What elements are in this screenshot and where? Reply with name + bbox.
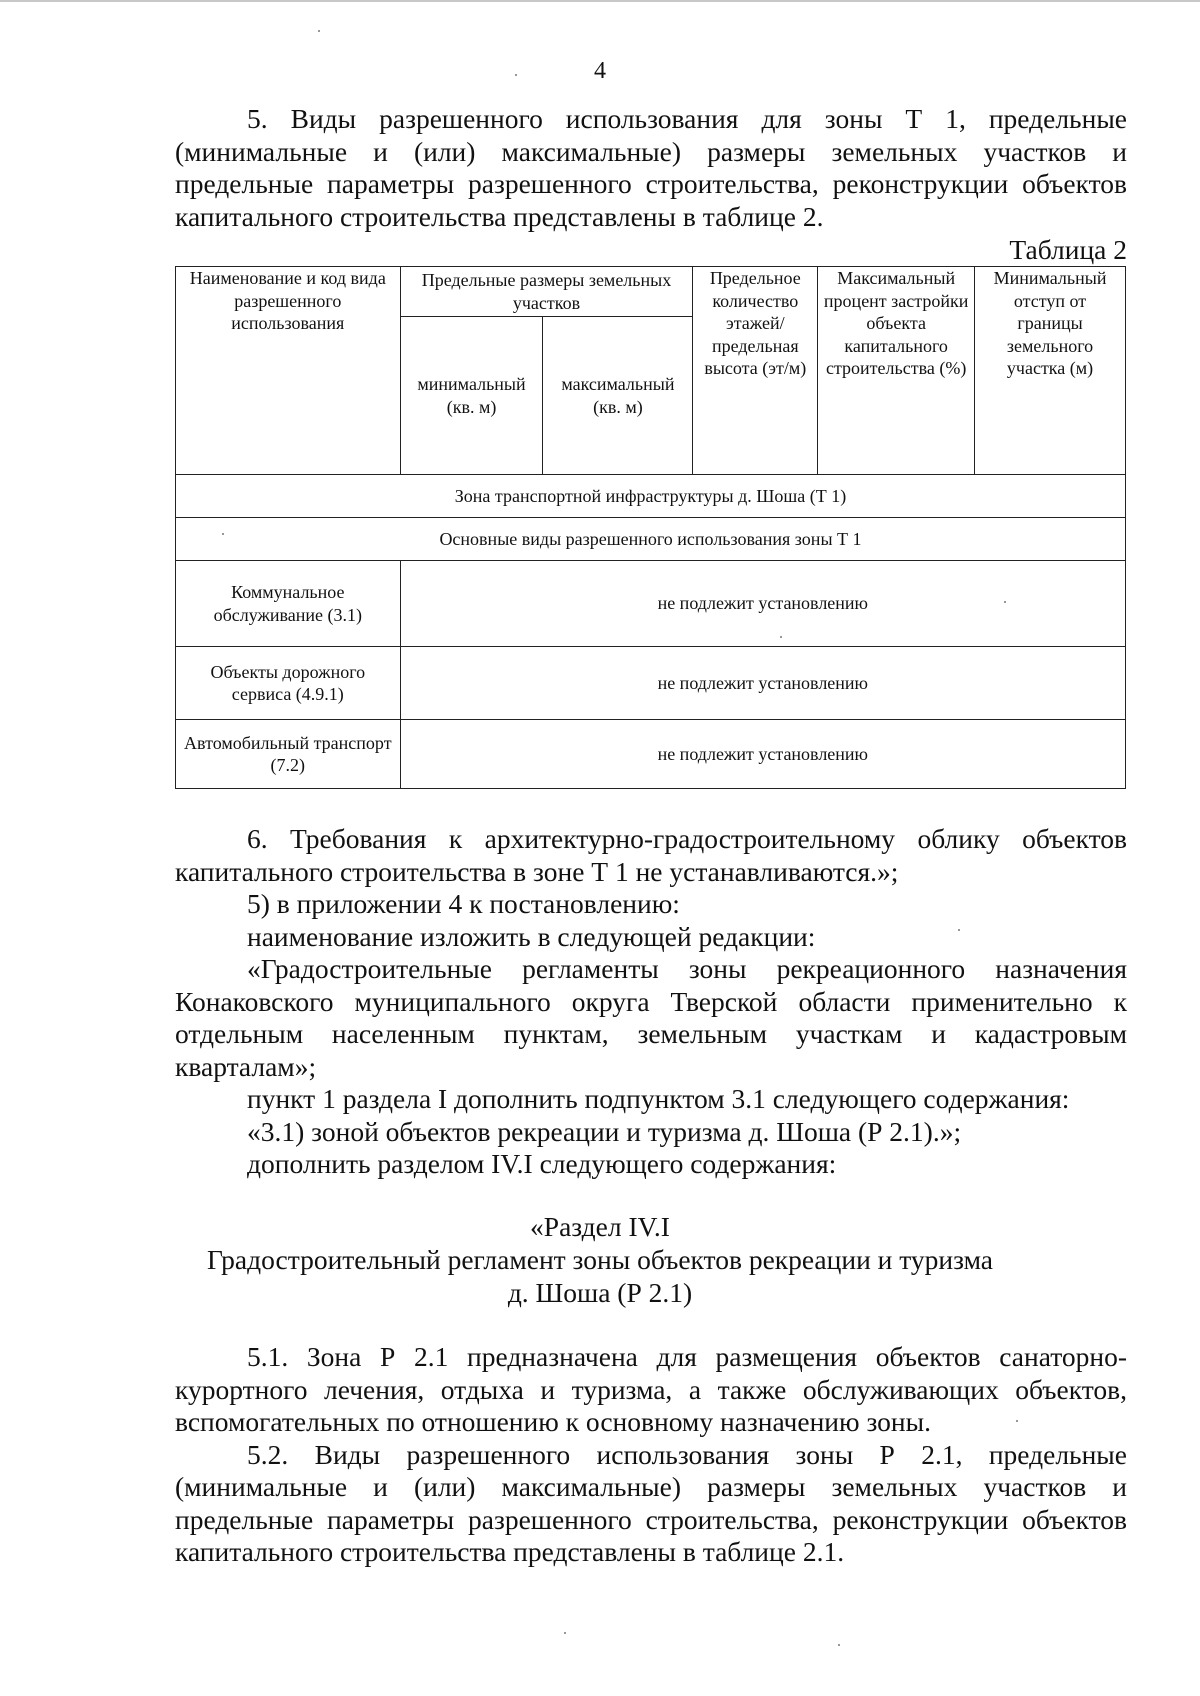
scan-speck	[780, 636, 782, 638]
row-name: Коммунальное обслуживание (3.1)	[176, 561, 401, 647]
name-instruction: наименование изложить в следующей редакции:	[247, 920, 816, 952]
scan-speck	[564, 1632, 566, 1634]
header-floors: Предельное количество этажей/ предельная высота (эт/м)	[693, 267, 818, 475]
table-row	[176, 647, 1126, 720]
header-percent: Максимальный процент застройки объекта капитального строительства (%)	[818, 267, 975, 475]
table-row	[176, 720, 1126, 789]
scan-speck	[1016, 1420, 1018, 1422]
scan-speck	[222, 533, 224, 535]
row-value: не подлежит установлению	[400, 647, 1125, 720]
paragraph-5: 5. Виды разрешенного использования для зоны Т 1, предельные (минимальные и (или) максимальные) размеры земельных участков и предельные параметры разрешенного строительства, реконструкции объектов капитального строительства представлены в таблице 2.	[175, 103, 1127, 232]
row-value: не подлежит установлению	[400, 561, 1125, 647]
section-body-block	[175, 1341, 1127, 1569]
new-name: «Градостроительные регламенты зоны рекреационного назначения Конаковского муниципального округа Тверской области применительно к отдельным населенным пунктам, земельным участкам и кадастровым кварталам»;	[175, 953, 1127, 1082]
section-heading-line1: «Раздел IV.I	[530, 1211, 670, 1242]
scan-speck	[1004, 601, 1006, 603]
zone-title-row: Зона транспортной инфраструктуры д. Шоша (Т 1)	[176, 475, 1126, 518]
header-min: минимальный (кв. м)	[400, 317, 543, 475]
header-offset: Минимальный отступ от границы земельного участка (м)	[975, 267, 1126, 475]
paragraph-5-block	[175, 103, 1127, 233]
section-heading-line3: д. Шоша (Р 2.1)	[507, 1277, 693, 1308]
scan-speck	[515, 74, 517, 76]
header-max: максимальный (кв. м)	[543, 317, 693, 475]
scan-speck	[958, 929, 960, 931]
item-5: 5) в приложении 4 к постановлению:	[247, 888, 680, 919]
header-name: Наименование и код вида разрешенного использования	[176, 267, 401, 475]
header-sizes: Предельные размеры земельных участков	[400, 267, 693, 317]
paragraph-5-2: 5.2. Виды разрешенного использования зоны Р 2.1, предельные (минимальные и (или) максимальные) размеры земельных участков и предельные параметры разрешенного строительства, реконструкции объектов капитального строительства представлены в таблице 2.1.	[175, 1438, 1127, 1567]
paragraph-6: 6. Требования к архитектурно-градостроительному облику объектов капитального строительства в зоне Т 1 не устанавливаются.»;	[175, 823, 1127, 887]
table-2	[175, 266, 1126, 789]
section-heading-line2: Градостроительный регламент зоны объектов рекреации и туризма	[206, 1244, 994, 1275]
row-value: не подлежит установлению	[400, 720, 1125, 789]
row-name: Объекты дорожного сервиса (4.9.1)	[176, 647, 401, 720]
table-row	[176, 561, 1126, 647]
amendments-block	[175, 823, 1127, 1181]
add-subitem: пункт 1 раздела I дополнить подпунктом 3.1 следующего содержания:	[247, 1083, 1070, 1114]
table-label: Таблица 2	[1009, 234, 1127, 265]
add-section: дополнить разделом IV.I следующего содержания:	[247, 1148, 837, 1179]
row-name: Автомобильный транспорт (7.2)	[176, 720, 401, 789]
scan-speck	[318, 30, 320, 32]
section-title-row: Основные виды разрешенного использования зоны Т 1	[176, 518, 1126, 561]
scan-speck	[838, 1644, 840, 1646]
paragraph-5-1: 5.1. Зона Р 2.1 предназначена для размещения объектов санаторно-курортного лечения, отдыха и туризма, а также обслуживающих объектов, вспомогательных по отношению к основному назначению зоны.	[175, 1341, 1127, 1437]
subitem-3-1: «3.1) зоной объектов рекреации и туризма д. Шоша (Р 2.1).»;	[247, 1115, 962, 1147]
page-number: 4	[594, 58, 606, 84]
scan-edge-line	[0, 0, 1200, 2]
